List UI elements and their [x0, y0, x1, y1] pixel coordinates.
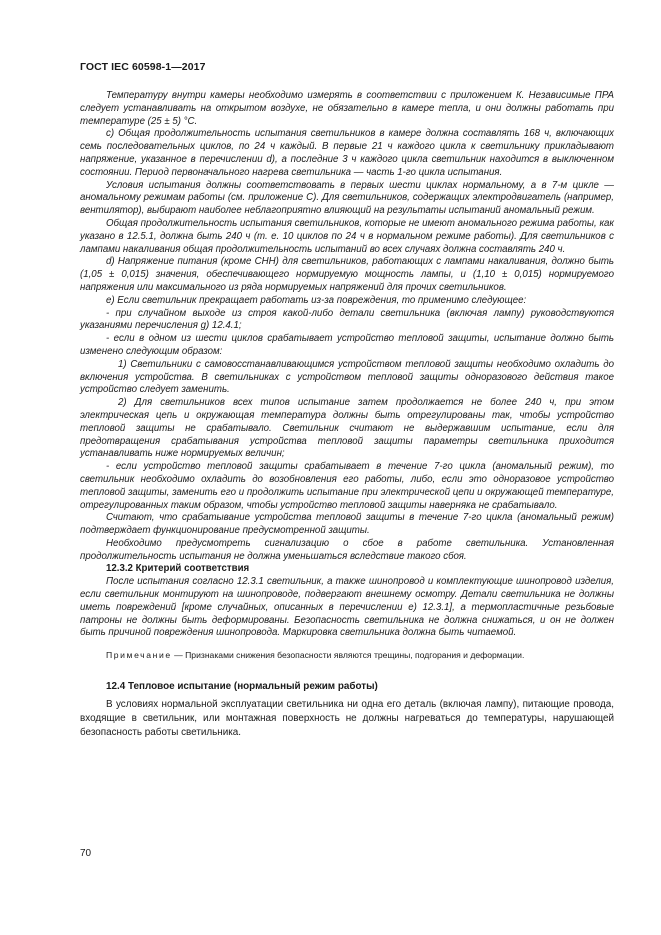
body-text	[80, 90, 614, 740]
paragraph: Общая продолжительность испытания светильников, которые не имеют аномального режима работы, как указано в 12.5.1, должна быть 240 ч (т. е. 10 циклов по 24 ч в нормальном режиме работы). Для светильников с лампами накаливания общая продолжительность испытаний во всех случаях должна составлять 240 ч.	[80, 217, 614, 255]
note	[80, 649, 614, 661]
paragraph: Считают, что срабатывание устройства тепловой защиты в течение 7-го цикла (аномальный режим) подтверждает функционирование предусмотренной защиты.	[80, 512, 614, 537]
note-text: — Признаками снижения безопасности являются трещины, подгорания и деформации.	[171, 650, 525, 661]
paragraph: e) Если светильник прекращает работать из-за повреждения, то применимо следующее:	[106, 294, 527, 306]
sub-item: 2) Для светильников всех типов испытание затем продолжается не более 240 ч, при этом электрическая цепь и окружающая температура должны быть отрегулированы так, чтобы устройство тепловой защиты не срабатывало. Светильник считают не выдержавшим испытание, если для предотвращения срабатывания устройства тепловой защиты параметры светильника приходится устанавливать ниже нормируемых величин;	[80, 397, 614, 460]
sub-item: 1) Светильники с самовосстанавливающимся устройством тепловой защиты необходимо охладить до включения устройства. В светильниках с устройством тепловой защиты одноразового действия такое устройство следует заменить.	[80, 358, 614, 396]
paragraph: Температуру внутри камеры необходимо измерять в соответствии с приложением К. Независимые ПРА следует устанавливать на открытом воздухе, не обязательно в камере тепла, и они должны работать при температуре (25 ± 5) °С.	[80, 90, 614, 127]
section-heading-12-3-2: 12.3.2 Критерий соответствия	[106, 563, 250, 575]
paragraph: После испытания согласно 12.3.1 светильник, а также шинопровод и комплектующие шинопровод изделия, если светильник монтируют на шинопроводе, подвергают внешнему осмотру. Детали светильника не должны иметь повреждений [кроме случайных, описанных в перечислении e) 12.3.1], а термопластичные резьбовые патроны не должны быть деформированы. Безопасность светильника не должна снижаться, и он не должен быть причиной повреждения шинопровода. Маркировка светильника должна быть читаемой.	[80, 576, 614, 639]
list-item: - при случайном выходе из строя какой-либо детали светильника (включая лампу) руководствуются указаниями перечисления g) 12.4.1;	[80, 307, 614, 332]
paragraph: Условия испытания должны соответствовать в первых шести циклах нормальному, а в 7-м цикле — аномальному режимам работы (см. приложение С). Для светильников, содержащих электродвигатель (например, вентилятор), выбирают наиболее неблагоприятно влияющий на результаты испытаний аномальный режим.	[80, 179, 614, 217]
note-label: Примечание	[106, 650, 172, 661]
paragraph: Необходимо предусмотреть сигнализацию о сбое в работе светильника. Установленная продолжительность испытания не должна уменьшаться вследствие такого сбоя.	[80, 537, 614, 562]
paragraph: d) Напряжение питания (кроме СНН) для светильников, работающих с лампами накаливания, должно быть (1,05 ± 0,015) значения, обеспечивающего нормируемую мощность лампы, и (1,10 ± 0,015) нормируемого напряжения или максимального из ряда нормируемых напряжений для прочих светильников.	[80, 256, 614, 293]
page-number: 70	[80, 848, 92, 859]
list-item: - если устройство тепловой защиты срабатывает в течение 7-го цикла (аномальный режим), то светильник необходимо охладить до возобновления его работы, либо, если это одноразовое устройство тепловой защиты, заменить его и продолжить испытание при электрической цепи и окружающей температуре, отрегулированных таким образом, чтобы устройство тепловой защиты наверняка не срабатывало.	[80, 461, 614, 511]
section-heading-12-4: 12.4 Тепловое испытание (нормальный режим работы)	[106, 681, 378, 693]
list-item: - если в одном из шести циклов срабатывает устройство тепловой защиты, испытание должно быть изменено следующим образом:	[80, 333, 614, 357]
paragraph: В условиях нормальной эксплуатации светильника ни одна его деталь (включая лампу), питающие провода, входящие в светильник, или монтажная поверхность не должны нагреваться до температуры, нарушающей безопасность работы светильника.	[80, 699, 614, 739]
paragraph: c) Общая продолжительность испытания светильников в камере должна составлять 168 ч, включающих семь последовательных циклов, по 24 ч каждый. В первые 21 ч каждого цикла к светильнику прикладывают напряжение, указанное в перечислении d), а последние 3 ч каждого цикла светильник находится в выключенном состоянии. Период первоначального нагрева светильника — часть 1-го цикла испытания.	[80, 128, 614, 178]
standard-title: ГОСТ IEC 60598-1—2017	[80, 61, 206, 73]
